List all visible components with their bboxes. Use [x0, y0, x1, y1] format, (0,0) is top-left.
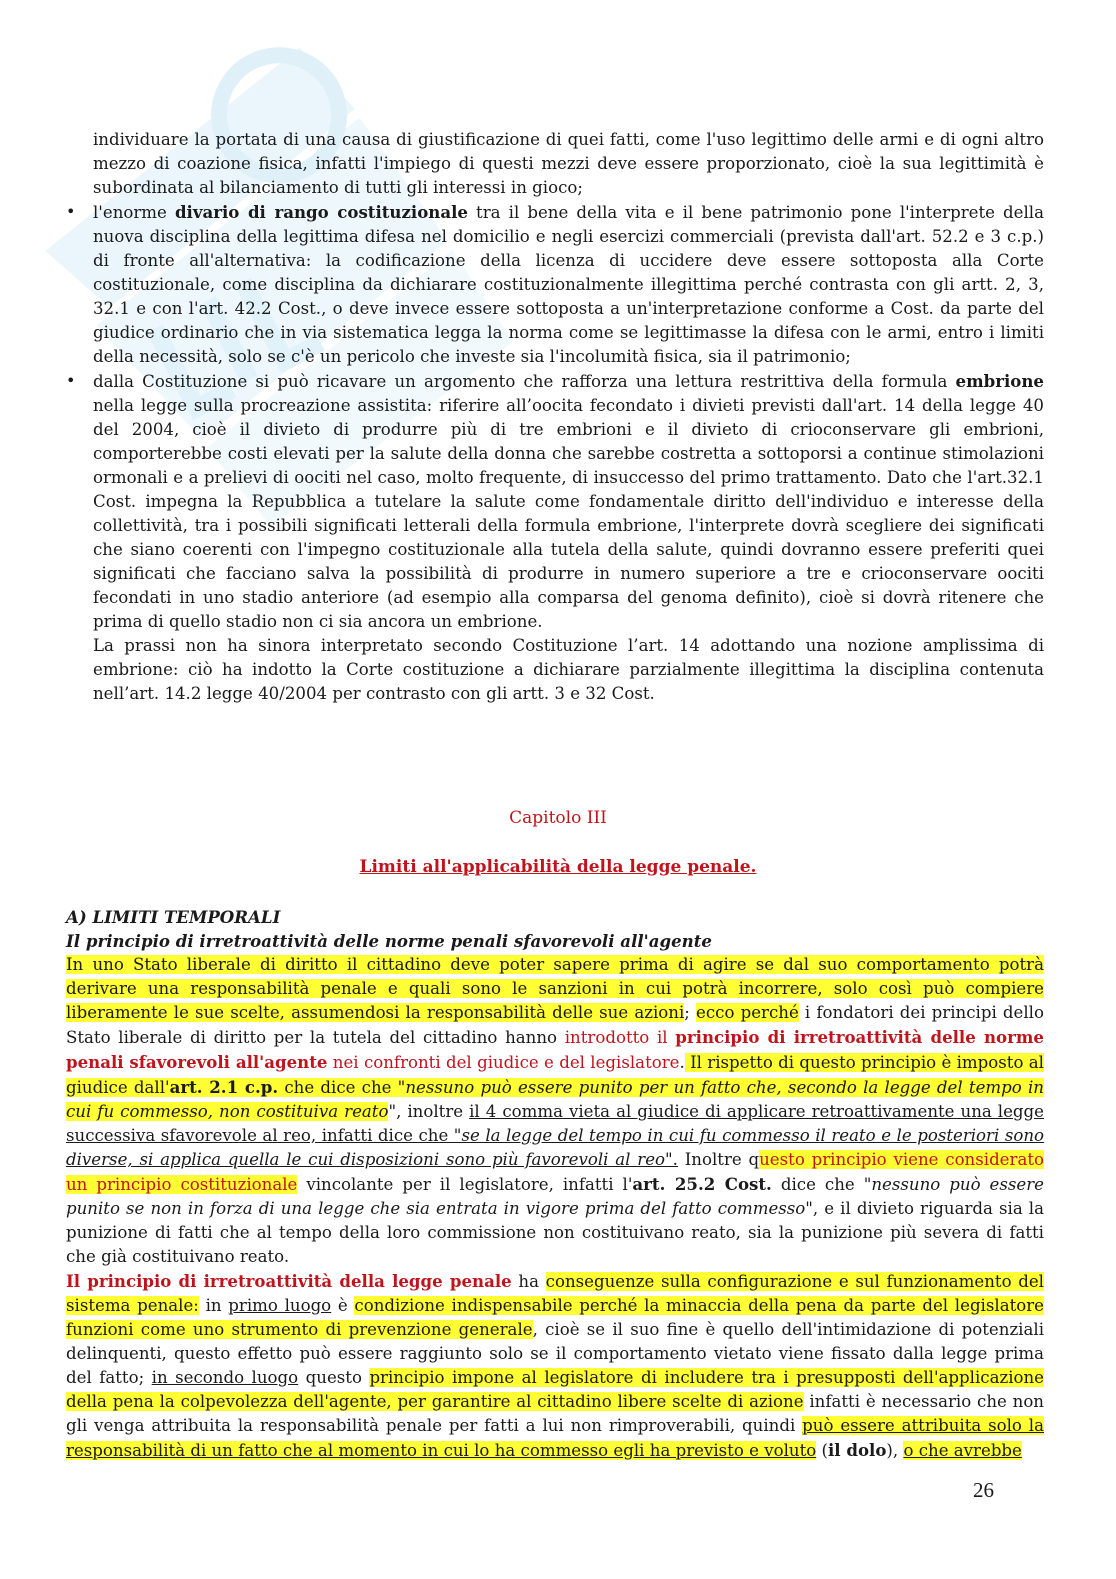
bullet-list	[66, 200, 1044, 634]
text-run: , cioè se il suo fine è quello dell'intimidazione di potenziali delinquenti, questo effetto può essere raggiunto solo se il comportamento vietato viene fissato dalla legge prima del fatto;	[66, 1320, 1045, 1387]
chapter-title: Limiti all'applicabilità della legge penale.	[359, 857, 757, 877]
red-text: introdotto il	[564, 1028, 676, 1047]
red-bold-term: Il principio di irretroattività della legge penale	[66, 1271, 512, 1291]
highlight: ecco perché	[696, 1003, 799, 1022]
continuation-paragraph: individuare la portata di una causa di giustificazione di quei fatti, come l'uso legittimo delle armi e di ogni altro mezzo di coazione fisica, infatti l'impiego di questi mezzi deve essere proporzionato, cioè la sua legittimità è subordinata al bilanciamento di tutti gli interessi in gioco;	[93, 130, 1044, 197]
quote: nessuno può essere punito per un fatto che, secondo la legge del tempo in cui fu commesso, non costituiva reato	[66, 1078, 1044, 1121]
text-run: dice che "	[771, 1175, 872, 1194]
text-run: (	[816, 1441, 828, 1460]
bold-term: art. 25.2 Cost.	[632, 1174, 772, 1194]
bold-term: il dolo	[827, 1440, 887, 1460]
section-limiti-temporali	[66, 905, 1044, 1463]
text-run: ", e il divieto riguarda sia la punizione di fatti che al tempo della loro commissione non costituivano reato, sia la punizione più severa di fatti che già costituivano reato.	[66, 1199, 1044, 1266]
highlight: principio impone al legislatore di includere tra i presupposti dell'applicazione della pena la colpevolezza dell'agente, per garantire al cittadino libere scelte di azione	[66, 1368, 1045, 1411]
bullet-text: dalla Costituzione si può ricavare un argomento che rafforza una lettura restrittiva della formula	[93, 372, 956, 391]
text-run: questo	[298, 1368, 370, 1387]
highlight: conseguenze sulla configurazione e sul funzionamento del sistema penale:	[66, 1272, 1044, 1315]
red-bold-term: principio di irretroattività delle norme penali sfavorevoli all'agente	[66, 1027, 1044, 1072]
bullet-text: l'enorme	[93, 203, 175, 222]
bold-term: divario di rango costituzionale	[174, 202, 468, 222]
text-run: ),	[886, 1441, 904, 1460]
bold-term: art. 2.1 c.p.	[169, 1077, 279, 1097]
chapter-label: Capitolo III	[509, 808, 607, 828]
list-item	[93, 369, 1044, 634]
document-body	[66, 128, 1044, 706]
text-run: i fondatori dei principi dello Stato liberale di diritto per la tutela del cittadino hanno	[66, 1003, 1044, 1047]
text-run: è	[331, 1296, 355, 1315]
red-highlight: uesto principio viene considerato un principio costituzionale	[66, 1150, 1044, 1194]
irretroattivita-paragraph	[66, 953, 1044, 1269]
list-item	[93, 200, 1044, 369]
text-run: Il rispetto di questo principio è imposto al giudice dall'	[66, 1053, 1044, 1097]
text-run: infatti è necessario che non gli venga attribuita la responsabilità penale per fatti a lui non rimproverabili, quindi	[66, 1392, 1044, 1435]
text-run: vincolante per il legislatore, infatti l'	[297, 1175, 633, 1194]
highlight: condizione indispensabile perché la minaccia della pena da parte del legislatore funzioni come uno strumento di prevenzione generale	[66, 1296, 1044, 1339]
text-run: il 4 comma vieta al giudice di applicare retroattivamente una legge successiva sfavorevole al reo, infatti dice che "	[66, 1102, 1044, 1145]
quote: nessuno può essere punito se non in forza di una legge che sia entrata in vigore prima del fatto commesso	[66, 1175, 1044, 1218]
page-number: 26	[973, 1478, 994, 1502]
text-run: ".	[665, 1150, 678, 1169]
bullet-text: tra il bene della vita e il bene patrimonio pone l'interprete della nuova disciplina della legittima difesa nel domicilio e negli esercizi commerciali (prevista dall'art. 52.2 e 3 c.p.) di fronte all'alternativa: la codificazione della licenza di uccidere deve essere sottoposta alla Corte costituzionale, come disciplina da dichiarare costituzionalmente illegittima perché contrasta con gli artt. 2, 3, 32.1 e con l'art. 42.2 Cost., o deve invece essere sottoposta a un'interpretazione conforme a Cost. da parte del giudice ordinario che in via sistematica legga la norma come se legittimasse la difesa con le armi, entro i limiti della necessità, solo se c'è un pericolo che investe sia l'incolumità fisica, sia il patrimonio;	[93, 203, 1044, 366]
quote: se la legge del tempo in cui fu commesso il reato e le posteriori sono diverse, si applica quella le cui disposizioni sono più favorevoli al reo	[66, 1126, 1045, 1169]
text-run: in	[198, 1296, 229, 1315]
text-run: ;	[684, 1003, 697, 1022]
text-run: Inoltre q	[677, 1150, 760, 1169]
underlined-text: primo luogo	[228, 1296, 332, 1315]
bold-term: embrione	[955, 371, 1044, 391]
prassi-paragraph: La prassi non ha sinora interpretato secondo Costituzione l’art. 14 adottando una nozione amplissima di embrione: ciò ha indotto la Corte costituzione a dichiarare parzialmente illegittima la disciplina contenuta nell’art. 14.2 legge 40/2004 per contrasto con gli artt. 3 e 32 Cost.	[93, 636, 1044, 703]
highlight-underlined: o che avrebbe	[903, 1441, 1022, 1460]
text-run: .	[679, 1053, 685, 1072]
section-subheading: Il principio di irretroattività delle norme penali sfavorevoli all'agente	[66, 931, 712, 951]
red-text: nei confronti del giudice e del legislatore	[327, 1053, 680, 1072]
conseguenze-paragraph	[66, 1269, 1044, 1463]
underlined-text: in secondo luogo	[151, 1368, 299, 1387]
text-run: ha	[511, 1272, 546, 1291]
highlight-underlined: può essere attribuita solo la responsabilità di un fatto che al momento in cui lo ha commesso egli ha previsto e voluto	[66, 1416, 1044, 1460]
highlight: In uno Stato liberale di diritto il cittadino deve poter sapere prima di agire se dal suo comportamento potrà derivare una responsabilità penale e quali sono le sanzioni in cui potrà incorrere, solo così può compiere liberamente le sue scelte, assumendosi la responsabilità delle sue azioni	[66, 955, 1044, 1022]
text-run: ", inoltre	[388, 1102, 470, 1121]
section-heading: A) LIMITI TEMPORALI	[66, 907, 281, 927]
bullet-text: nella legge sulla procreazione assistita: riferire all’oocita fecondato i divieti previsti dall'art. 14 della legge 40 del 2004, cioè il divieto di produrre più di tre embrioni e il divieto di crioconservare gli embrioni, comporterebbe costi elevati per la salute della donna che sarebbe costretta a sottoporsi a continue stimolazioni ormonali e a prelievi di oociti nel caso, molto frequente, di insuccesso del primo trattamento. Dato che l'art.32.1 Cost. impegna la Repubblica a tutelare la salute come fondamentale diritto dell'individuo e interesse della collettività, tra i possibili significati letterali della formula embrione, l'interprete dovrà scegliere dei significati che siano coerenti con l'impegno costituzionale alla tutela della salute, quindi dovranno essere preferiti quei significati che facciano salva la possibilità di produrre in numero superiore a tre e crioconservare oociti fecondati in uno stadio anteriore (ad esempio alla comparsa del genoma definito), cioè si dovrà ritenere che prima di quello stadio non ci sia ancora un embrione.	[93, 396, 1044, 631]
text-run: che dice che "	[278, 1078, 406, 1097]
